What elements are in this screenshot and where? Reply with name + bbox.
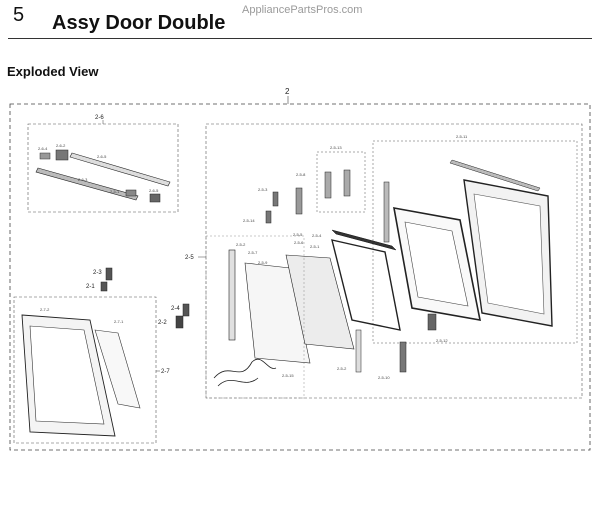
page-title: Assy Door Double [52, 12, 226, 34]
part-2-5-14-bracket [266, 211, 271, 223]
label-2-5-1b: 2-5-1 [310, 244, 320, 249]
label-2-7-1: 2-7-1 [114, 319, 124, 324]
label-2-5-13: 2-5-13 [330, 145, 342, 150]
part-2-5-11-tall-bracket [384, 182, 389, 242]
label-2-6-2: 2-6-2 [56, 143, 66, 148]
part-2-5-1-clip [126, 190, 136, 196]
part-2-1-shape [101, 282, 107, 291]
group-2-5-13-outline [317, 152, 365, 212]
label-2-4: 2-4 [171, 306, 180, 312]
label-2-2: 2-2 [158, 320, 167, 326]
part-2-6-2-shape [56, 150, 68, 160]
label-2-5-2a: 2-5-2 [236, 242, 246, 247]
label-2-5-5: 2-5-5 [293, 232, 303, 237]
label-2-5-6: 2-5-6 [294, 240, 304, 245]
label-2-6-5b: 2-6-5 [149, 188, 159, 193]
label-2-5-8: 2-5-8 [296, 172, 306, 177]
label-2-1: 2-1 [86, 284, 95, 290]
label-2-5-10: 2-5-10 [378, 375, 390, 380]
label-2-3: 2-3 [93, 270, 102, 276]
part-2-5-2-left-rail [229, 250, 235, 340]
label-2-6-3: 2-6-3 [78, 177, 88, 182]
label-2-5-3: 2-5-3 [258, 187, 268, 192]
part-2-5-12-block [428, 314, 436, 330]
section-number: 5 [13, 4, 25, 26]
part-2-6-4-shape [40, 153, 50, 159]
label-2-5: 2-5 [185, 255, 194, 261]
part-2-5-10-handle [400, 342, 406, 372]
label-2-5-7: 2-5-7 [248, 250, 258, 255]
part-2-5-13-bracket-a [325, 172, 331, 198]
part-2-6-5-clip [150, 194, 160, 202]
part-2-5-3-bracket [273, 192, 278, 206]
label-2-5-14: 2-5-14 [243, 218, 255, 223]
part-2-2-shape [176, 316, 183, 328]
label-2-7-2: 2-7-2 [40, 307, 50, 312]
part-2-5-13-bracket-b [344, 170, 350, 196]
label-2-5-11: 2-5-11 [456, 134, 468, 139]
label-2-5-1-top: 2-5-1 [110, 189, 120, 194]
part-2-3-shape [106, 268, 112, 280]
assembly-label: 2 [285, 87, 290, 96]
label-2-5-9: 2-5-9 [258, 260, 268, 265]
label-2-6: 2-6 [95, 115, 104, 121]
label-2-6-5a: 2-6-5 [97, 154, 107, 159]
label-2-5-12: 2-5-12 [436, 338, 448, 343]
watermark: AppliancePartsPros.com [242, 4, 363, 16]
label-2-5-15: 2-5-15 [282, 373, 294, 378]
label-2-7: 2-7 [161, 369, 170, 375]
part-2-5-2-right-rail [356, 330, 361, 372]
part-2-4-shape [183, 304, 189, 316]
label-2-5-4: 2-5-4 [312, 233, 322, 238]
part-2-5-8-bracket [296, 188, 302, 214]
section-heading: Exploded View [7, 64, 99, 79]
label-2-6-4: 2-6-4 [38, 146, 48, 151]
part-2-5-15-wire-harness [214, 359, 276, 386]
label-2-5-2b: 2-5-2 [337, 366, 347, 371]
